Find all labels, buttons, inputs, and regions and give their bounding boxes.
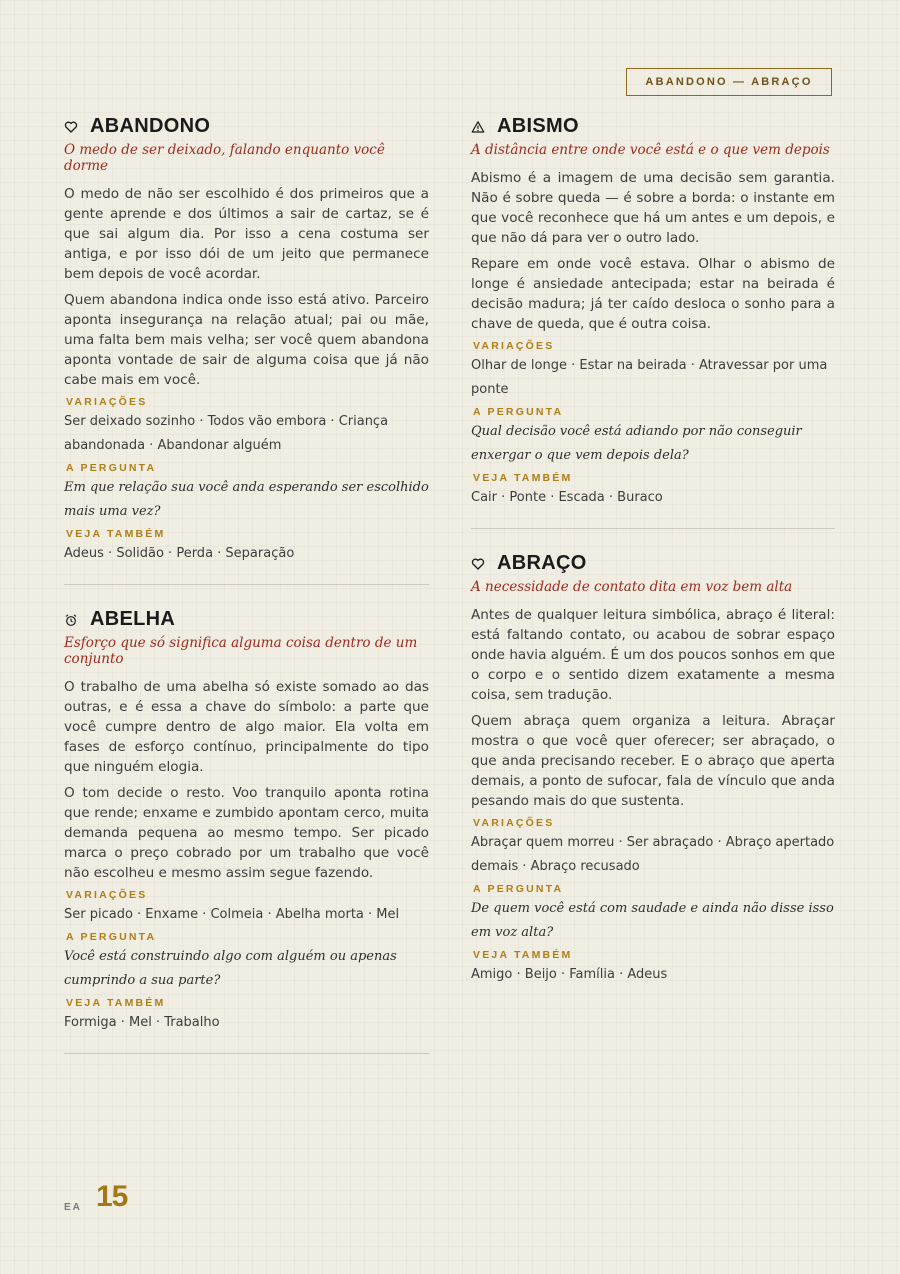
entry-paragraph: Quem abraça quem organiza a leitura. Abraçar mostra o que você quer oferecer; ser abraçado, o que anda precisando receber. E o abraço que aperta demais, a ponto de sufocar, fala de vínculo que anda pesando mais do que sustenta.	[471, 713, 835, 809]
question-label: A PERGUNTA	[66, 462, 157, 474]
heart-icon	[471, 556, 485, 570]
question-text: Em que relação sua você anda esperando ser escolhido mais uma vez?	[64, 480, 429, 519]
see-also-label: VEJA TAMBÉM	[473, 472, 573, 484]
question-text: De quem você está com saudade e ainda não disse isso em voz alta?	[471, 901, 834, 940]
entry-header	[471, 112, 835, 140]
footer-tag: EA	[64, 1202, 82, 1213]
entry-paragraph: Quem abandona indica onde isso está ativo. Parceiro aponta insegurança na relação atual; pai ou mãe, uma falta bem mais velha; ser você quem abandona aponta vontade de sair de alguma coisa que já não cabe mais em você.	[64, 292, 429, 388]
entry-subtitle: O medo de ser deixado, falando enquanto você dorme	[64, 142, 385, 174]
see-also-label: VEJA TAMBÉM	[66, 997, 166, 1009]
entry-abelha	[64, 605, 429, 1054]
entry-header	[64, 605, 429, 633]
entry-paragraph: O trabalho de uma abelha só existe somado ao das outras, e é essa a chave do símbolo: a parte que você cumpre dentro de algo maior. Ela volta em fases de esforço contínuo, principalmente do tipo que ninguém elogia.	[64, 679, 429, 775]
see-also-label: VEJA TAMBÉM	[473, 949, 573, 961]
variations-list: Ser picado · Enxame · Colmeia · Abelha morta · Mel	[64, 907, 400, 922]
entry-abraco	[471, 549, 835, 1005]
entry-title: ABRAÇO	[497, 551, 587, 574]
variations-list: Olhar de longe · Estar na beirada · Atravessar por uma ponte	[471, 358, 828, 397]
see-also-list: Formiga · Mel · Trabalho	[64, 1015, 220, 1030]
variations-list: Abraçar quem morreu · Ser abraçado · Abraço apertado demais · Abraço recusado	[471, 835, 835, 874]
entry-abandono	[64, 112, 429, 585]
entry-paragraph: Antes de qualquer leitura simbólica, abraço é literal: está faltando contato, ou acabou de sobrar espaço onde havia alguém. É um dos poucos sonhos em que o corpo e o sentido dizem exatamente a mesma coisa, sem tradução.	[471, 607, 835, 703]
see-also-list: Cair · Ponte · Escada · Buraco	[471, 490, 663, 505]
question-text: Qual decisão você está adiando por não conseguir enxergar o que vem depois dela?	[471, 424, 802, 463]
warning-icon	[471, 119, 485, 133]
entry-paragraph: Repare em onde você estava. Olhar o abismo de longe é ansiedade antecipada; estar na beirada é decisão madura; já ter caído desloca o sonho para a chave de queda, que é outra coisa.	[471, 256, 835, 332]
page-number: 15	[96, 1180, 128, 1213]
entry-title: ABANDONO	[90, 114, 211, 137]
question-text: Você está construindo algo com alguém ou apenas cumprindo a sua parte?	[64, 949, 397, 988]
entry-paragraph: O tom decide o resto. Voo tranquilo aponta rotina que rende; enxame e zumbido apontam cerco, muita demanda pequena ao mesmo tempo. Ser picado marca o preço cobrado por um trabalho que você não escolheu e mesmo assim segue fazendo.	[64, 785, 429, 881]
variations-list: Ser deixado sozinho · Todos vão embora · Criança abandonada · Abandonar alguém	[64, 414, 389, 453]
question-label: A PERGUNTA	[66, 931, 157, 943]
right-column	[471, 112, 835, 1025]
entry-paragraph: Abismo é a imagem de uma decisão sem garantia. Não é sobre queda — é sobre a borda: o instante em que você reconhece que há um antes e um depois, e que não dá para ver o outro lado.	[471, 170, 835, 246]
variations-label: VARIAÇÕES	[473, 340, 555, 352]
variations-label: VARIAÇÕES	[66, 396, 148, 408]
entry-abismo	[471, 112, 835, 529]
variations-label: VARIAÇÕES	[66, 889, 148, 901]
entry-header	[471, 549, 835, 577]
entry-subtitle: Esforço que só significa alguma coisa dentro de um conjunto	[64, 635, 418, 667]
question-label: A PERGUNTA	[473, 406, 564, 418]
entry-subtitle: A distância entre onde você está e o que vem depois	[471, 142, 830, 158]
entry-paragraph: O medo de não ser escolhido é dos primeiros que a gente aprende e dos últimos a sair de cartaz, se é que sai algum dia. Por isso a cena costuma ser antiga, e por isso dói de um jeito que permanece bem depois de você acordar.	[64, 186, 429, 282]
left-column	[64, 112, 429, 1074]
section-range-badge: ABANDONO — ABRAÇO	[626, 68, 832, 96]
see-also-list: Adeus · Solidão · Perda · Separação	[64, 546, 295, 561]
see-also-label: VEJA TAMBÉM	[66, 528, 166, 540]
entry-header	[64, 112, 429, 140]
entry-title: ABELHA	[90, 607, 176, 630]
alarm-clock-icon	[64, 612, 78, 626]
see-also-list: Amigo · Beijo · Família · Adeus	[471, 967, 668, 982]
variations-label: VARIAÇÕES	[473, 817, 555, 829]
heart-icon	[64, 119, 78, 133]
question-label: A PERGUNTA	[473, 883, 564, 895]
entry-subtitle: A necessidade de contato dita em voz bem alta	[471, 579, 793, 595]
entry-title: ABISMO	[497, 114, 579, 137]
